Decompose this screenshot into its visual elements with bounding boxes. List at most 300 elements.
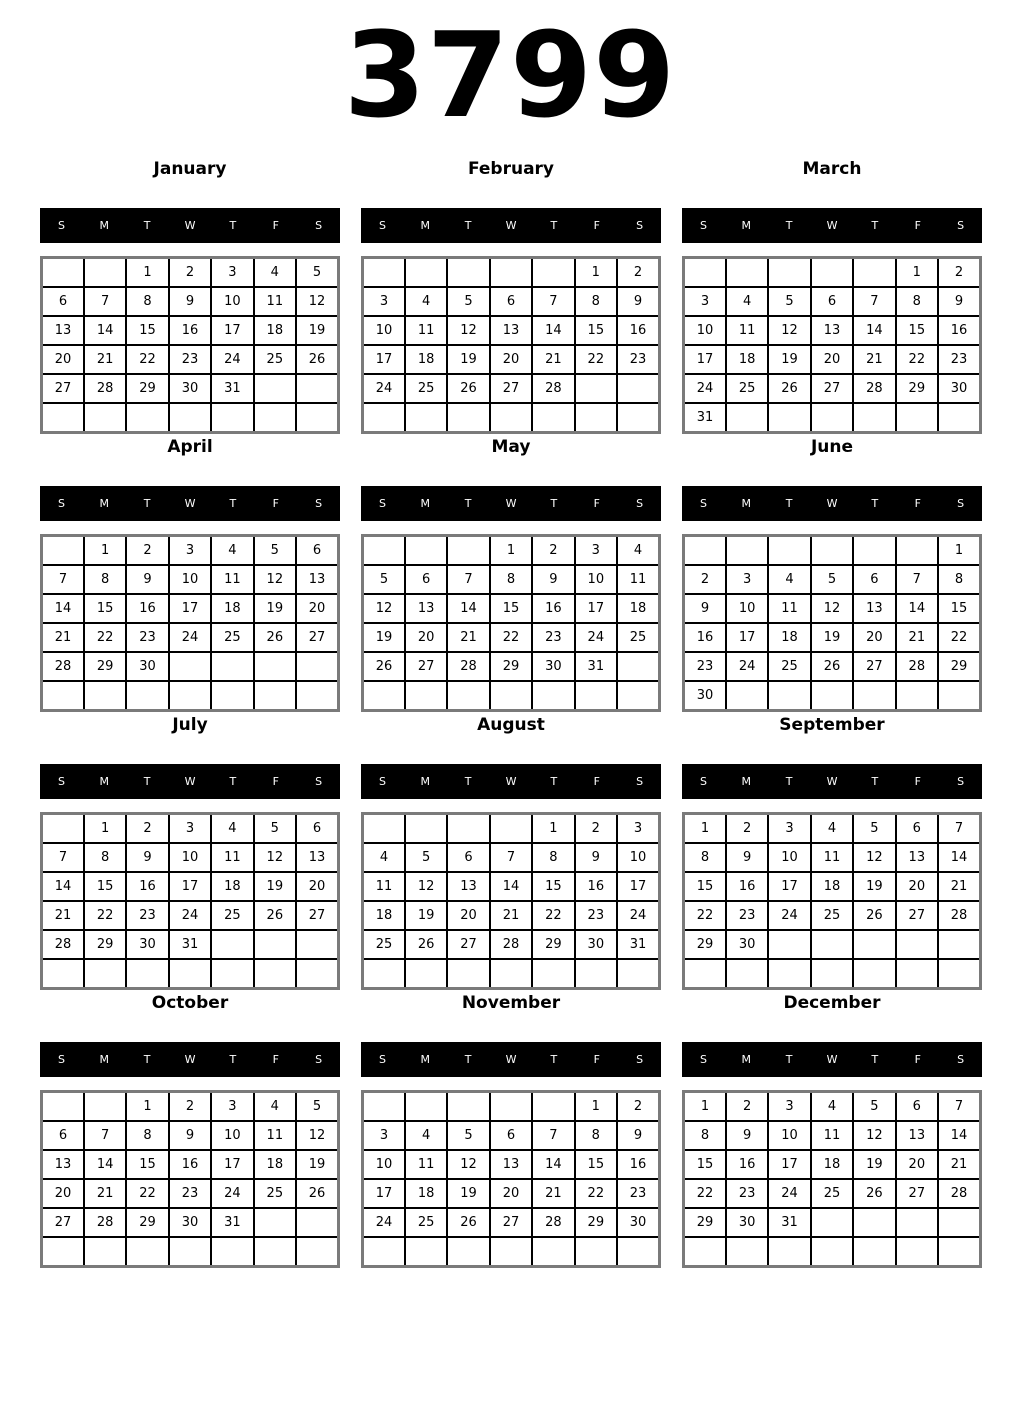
date-cell xyxy=(363,681,405,711)
month-title: August xyxy=(477,715,545,735)
date-cell: 2 xyxy=(938,258,980,288)
month-block xyxy=(40,434,340,712)
date-cell xyxy=(42,814,84,844)
week-row xyxy=(42,1208,339,1237)
week-row xyxy=(684,345,981,374)
date-cell xyxy=(768,1237,810,1267)
day-of-week-label: S xyxy=(315,775,323,788)
month-block xyxy=(361,156,661,434)
date-cell xyxy=(532,1092,574,1122)
day-of-week-label: M xyxy=(741,219,752,232)
week-row xyxy=(42,652,339,681)
date-cell: 17 xyxy=(768,872,810,901)
date-cell: 13 xyxy=(405,594,447,623)
day-of-week-label: W xyxy=(184,497,196,510)
date-cell xyxy=(938,1237,980,1267)
date-cell: 13 xyxy=(296,565,338,594)
date-cell xyxy=(811,403,853,433)
week-row xyxy=(684,959,981,989)
date-cell: 26 xyxy=(363,652,405,681)
week-row xyxy=(684,374,981,403)
dates-table xyxy=(361,534,661,712)
date-cell xyxy=(296,1237,338,1267)
date-cell: 23 xyxy=(169,345,211,374)
day-of-week-label: T xyxy=(464,1053,472,1066)
dates-table xyxy=(361,256,661,434)
date-cell xyxy=(768,681,810,711)
day-of-week-label: S xyxy=(315,497,323,510)
day-of-week-label: T xyxy=(229,775,237,788)
date-cell: 31 xyxy=(684,403,726,433)
day-of-week-label: M xyxy=(420,775,431,788)
date-cell: 15 xyxy=(938,594,980,623)
week-row xyxy=(363,814,660,844)
date-cell: 21 xyxy=(84,345,126,374)
date-cell: 18 xyxy=(363,901,405,930)
date-cell xyxy=(617,959,659,989)
day-of-week-label: S xyxy=(699,219,707,232)
date-cell: 4 xyxy=(726,287,768,316)
date-cell: 11 xyxy=(617,565,659,594)
date-cell: 11 xyxy=(811,1121,853,1150)
date-cell: 12 xyxy=(363,594,405,623)
date-cell xyxy=(490,403,532,433)
date-cell: 19 xyxy=(447,1179,489,1208)
date-cell: 1 xyxy=(938,536,980,566)
week-row xyxy=(42,930,339,959)
date-cell: 2 xyxy=(126,814,168,844)
date-cell xyxy=(617,374,659,403)
date-cell: 26 xyxy=(296,345,338,374)
date-cell: 3 xyxy=(363,287,405,316)
day-of-week-label: T xyxy=(871,1053,879,1066)
dates-table xyxy=(40,1090,340,1268)
day-of-week-label: T xyxy=(550,775,558,788)
date-cell: 29 xyxy=(84,930,126,959)
day-of-week-header-bar xyxy=(682,208,982,243)
date-cell: 15 xyxy=(490,594,532,623)
date-cell: 3 xyxy=(768,1092,810,1122)
date-cell: 30 xyxy=(726,930,768,959)
date-cell: 17 xyxy=(684,345,726,374)
date-cell: 1 xyxy=(126,258,168,288)
date-cell: 25 xyxy=(254,345,296,374)
date-cell: 17 xyxy=(726,623,768,652)
date-cell: 22 xyxy=(938,623,980,652)
day-of-week-label: T xyxy=(143,219,151,232)
week-row xyxy=(684,403,981,433)
date-cell: 7 xyxy=(938,1092,980,1122)
date-cell: 29 xyxy=(490,652,532,681)
month-title: January xyxy=(153,159,227,179)
date-cell: 25 xyxy=(811,901,853,930)
date-cell xyxy=(405,1092,447,1122)
date-cell: 5 xyxy=(296,258,338,288)
date-cell: 9 xyxy=(532,565,574,594)
day-of-week-label: W xyxy=(826,775,838,788)
day-of-week-label: T xyxy=(143,1053,151,1066)
day-of-week-label: T xyxy=(464,775,472,788)
week-row xyxy=(363,258,660,288)
date-cell: 7 xyxy=(490,843,532,872)
date-cell xyxy=(296,403,338,433)
date-cell xyxy=(447,814,489,844)
date-cell xyxy=(169,652,211,681)
date-cell xyxy=(490,814,532,844)
day-of-week-label: W xyxy=(826,1053,838,1066)
date-cell: 22 xyxy=(490,623,532,652)
day-of-week-label: S xyxy=(315,1053,323,1066)
dates-table xyxy=(361,812,661,990)
date-cell xyxy=(726,959,768,989)
date-cell: 27 xyxy=(853,652,895,681)
date-cell xyxy=(363,258,405,288)
date-cell: 23 xyxy=(726,901,768,930)
date-cell xyxy=(490,258,532,288)
date-cell: 28 xyxy=(447,652,489,681)
date-cell xyxy=(211,930,253,959)
date-cell: 26 xyxy=(296,1179,338,1208)
week-row xyxy=(42,345,339,374)
date-cell: 18 xyxy=(768,623,810,652)
date-cell: 6 xyxy=(490,1121,532,1150)
date-cell: 4 xyxy=(811,814,853,844)
date-cell: 14 xyxy=(938,1121,980,1150)
day-of-week-label: T xyxy=(229,1053,237,1066)
date-cell: 14 xyxy=(84,316,126,345)
date-cell: 3 xyxy=(169,536,211,566)
date-cell: 8 xyxy=(84,843,126,872)
date-cell: 1 xyxy=(684,1092,726,1122)
day-of-week-label: T xyxy=(785,497,793,510)
day-of-week-label: F xyxy=(272,775,279,788)
date-cell: 10 xyxy=(363,316,405,345)
date-cell xyxy=(853,681,895,711)
week-row xyxy=(42,403,339,433)
day-of-week-header-bar xyxy=(361,486,661,521)
date-cell xyxy=(405,403,447,433)
day-of-week-label: S xyxy=(957,219,965,232)
date-cell: 7 xyxy=(447,565,489,594)
week-row xyxy=(363,1121,660,1150)
date-cell: 31 xyxy=(211,374,253,403)
date-cell xyxy=(896,959,938,989)
day-of-week-header-bar xyxy=(40,208,340,243)
date-cell: 10 xyxy=(211,1121,253,1150)
day-of-week-label: S xyxy=(636,497,644,510)
week-row xyxy=(42,959,339,989)
date-cell xyxy=(296,681,338,711)
date-cell: 4 xyxy=(211,814,253,844)
date-cell: 11 xyxy=(254,287,296,316)
date-cell: 24 xyxy=(211,1179,253,1208)
date-cell xyxy=(938,403,980,433)
date-cell: 28 xyxy=(42,652,84,681)
date-cell: 4 xyxy=(211,536,253,566)
week-row xyxy=(684,316,981,345)
date-cell: 24 xyxy=(169,901,211,930)
date-cell: 1 xyxy=(684,814,726,844)
date-cell: 23 xyxy=(126,623,168,652)
dates-table xyxy=(682,256,982,434)
date-cell: 6 xyxy=(853,565,895,594)
date-cell: 16 xyxy=(938,316,980,345)
date-cell: 9 xyxy=(126,565,168,594)
date-cell: 28 xyxy=(532,374,574,403)
day-of-week-label: W xyxy=(505,219,517,232)
date-cell: 26 xyxy=(853,901,895,930)
date-cell: 5 xyxy=(254,536,296,566)
date-cell: 29 xyxy=(575,1208,617,1237)
date-cell: 20 xyxy=(896,872,938,901)
date-cell: 15 xyxy=(684,872,726,901)
date-cell: 23 xyxy=(126,901,168,930)
dates-table xyxy=(40,256,340,434)
date-cell: 23 xyxy=(617,345,659,374)
date-cell xyxy=(575,681,617,711)
date-cell: 26 xyxy=(254,901,296,930)
date-cell: 20 xyxy=(447,901,489,930)
date-cell: 5 xyxy=(447,1121,489,1150)
date-cell: 22 xyxy=(126,1179,168,1208)
day-of-week-label: M xyxy=(99,497,110,510)
date-cell: 30 xyxy=(169,1208,211,1237)
date-cell xyxy=(126,403,168,433)
day-of-week-label: F xyxy=(914,219,921,232)
date-cell: 10 xyxy=(211,287,253,316)
date-cell: 27 xyxy=(42,1208,84,1237)
week-row xyxy=(363,316,660,345)
date-cell: 25 xyxy=(405,1208,447,1237)
date-cell xyxy=(363,1092,405,1122)
date-cell: 13 xyxy=(447,872,489,901)
date-cell: 21 xyxy=(447,623,489,652)
date-cell: 13 xyxy=(42,1150,84,1179)
date-cell: 14 xyxy=(853,316,895,345)
date-cell xyxy=(726,258,768,288)
day-of-week-label: S xyxy=(57,775,65,788)
date-cell: 3 xyxy=(726,565,768,594)
date-cell xyxy=(254,374,296,403)
date-cell: 24 xyxy=(617,901,659,930)
day-of-week-label: F xyxy=(272,1053,279,1066)
date-cell: 10 xyxy=(726,594,768,623)
week-row xyxy=(42,1179,339,1208)
date-cell xyxy=(254,930,296,959)
week-row xyxy=(42,872,339,901)
date-cell: 24 xyxy=(363,1208,405,1237)
date-cell: 9 xyxy=(575,843,617,872)
date-cell: 26 xyxy=(853,1179,895,1208)
day-of-week-label: S xyxy=(699,497,707,510)
date-cell: 30 xyxy=(617,1208,659,1237)
date-cell: 29 xyxy=(896,374,938,403)
date-cell xyxy=(617,681,659,711)
date-cell: 17 xyxy=(363,1179,405,1208)
date-cell: 12 xyxy=(296,287,338,316)
week-row xyxy=(684,681,981,711)
date-cell: 11 xyxy=(211,843,253,872)
date-cell: 3 xyxy=(363,1121,405,1150)
week-row xyxy=(42,814,339,844)
date-cell: 15 xyxy=(126,1150,168,1179)
date-cell xyxy=(575,403,617,433)
week-row xyxy=(42,316,339,345)
day-of-week-label: S xyxy=(699,775,707,788)
date-cell: 25 xyxy=(811,1179,853,1208)
date-cell: 30 xyxy=(938,374,980,403)
date-cell: 2 xyxy=(126,536,168,566)
date-cell xyxy=(447,403,489,433)
date-cell: 3 xyxy=(169,814,211,844)
date-cell: 15 xyxy=(532,872,574,901)
date-cell: 9 xyxy=(726,843,768,872)
month-title: February xyxy=(467,159,555,179)
date-cell xyxy=(575,959,617,989)
date-cell: 8 xyxy=(896,287,938,316)
date-cell: 13 xyxy=(811,316,853,345)
date-cell: 12 xyxy=(447,316,489,345)
date-cell: 1 xyxy=(575,258,617,288)
date-cell: 25 xyxy=(405,374,447,403)
date-cell xyxy=(211,403,253,433)
date-cell xyxy=(684,1237,726,1267)
date-cell: 8 xyxy=(575,287,617,316)
date-cell: 22 xyxy=(684,901,726,930)
date-cell: 22 xyxy=(84,623,126,652)
date-cell: 6 xyxy=(490,287,532,316)
date-cell xyxy=(42,681,84,711)
date-cell: 17 xyxy=(169,872,211,901)
date-cell xyxy=(84,959,126,989)
day-of-week-label: T xyxy=(871,775,879,788)
day-of-week-label: W xyxy=(505,1053,517,1066)
date-cell xyxy=(726,1237,768,1267)
day-of-week-label: M xyxy=(99,219,110,232)
date-cell: 29 xyxy=(84,652,126,681)
date-cell xyxy=(853,258,895,288)
month-title: June xyxy=(810,437,854,457)
week-row xyxy=(42,287,339,316)
week-row xyxy=(684,1150,981,1179)
date-cell: 5 xyxy=(811,565,853,594)
date-cell xyxy=(811,536,853,566)
date-cell: 16 xyxy=(726,872,768,901)
date-cell: 4 xyxy=(768,565,810,594)
date-cell xyxy=(363,959,405,989)
day-of-week-label: S xyxy=(378,219,386,232)
day-of-week-label: T xyxy=(871,497,879,510)
date-cell: 19 xyxy=(363,623,405,652)
date-cell: 27 xyxy=(490,1208,532,1237)
date-cell: 13 xyxy=(896,1121,938,1150)
date-cell: 18 xyxy=(617,594,659,623)
date-cell: 14 xyxy=(896,594,938,623)
week-row xyxy=(684,930,981,959)
date-cell: 24 xyxy=(726,652,768,681)
date-cell: 18 xyxy=(405,1179,447,1208)
date-cell: 22 xyxy=(532,901,574,930)
date-cell: 9 xyxy=(126,843,168,872)
day-of-week-label: W xyxy=(184,219,196,232)
month-title: December xyxy=(783,993,881,1013)
date-cell: 18 xyxy=(211,872,253,901)
date-cell xyxy=(726,681,768,711)
date-cell: 18 xyxy=(211,594,253,623)
week-row xyxy=(684,565,981,594)
date-cell xyxy=(363,536,405,566)
date-cell: 24 xyxy=(768,901,810,930)
date-cell: 23 xyxy=(575,901,617,930)
date-cell: 16 xyxy=(126,872,168,901)
week-row xyxy=(363,1092,660,1122)
date-cell xyxy=(405,1237,447,1267)
date-cell: 26 xyxy=(768,374,810,403)
date-cell: 23 xyxy=(169,1179,211,1208)
date-cell: 6 xyxy=(296,536,338,566)
week-row xyxy=(363,1150,660,1179)
date-cell xyxy=(768,959,810,989)
date-cell: 8 xyxy=(684,1121,726,1150)
month-title: July xyxy=(172,715,208,735)
week-row xyxy=(684,594,981,623)
date-cell xyxy=(811,1208,853,1237)
date-cell xyxy=(896,681,938,711)
date-cell: 15 xyxy=(575,1150,617,1179)
date-cell: 20 xyxy=(811,345,853,374)
date-cell: 1 xyxy=(84,536,126,566)
month-block xyxy=(682,990,982,1268)
date-cell xyxy=(490,681,532,711)
date-cell: 23 xyxy=(532,623,574,652)
date-cell: 30 xyxy=(684,681,726,711)
date-cell xyxy=(617,1237,659,1267)
month-title: March xyxy=(802,159,862,179)
day-of-week-label: T xyxy=(550,1053,558,1066)
date-cell: 9 xyxy=(617,1121,659,1150)
date-cell: 19 xyxy=(296,316,338,345)
date-cell: 10 xyxy=(575,565,617,594)
day-of-week-header-bar xyxy=(40,486,340,521)
day-of-week-label: T xyxy=(785,775,793,788)
date-cell: 4 xyxy=(811,1092,853,1122)
week-row xyxy=(363,1208,660,1237)
date-cell xyxy=(811,930,853,959)
date-cell xyxy=(169,1237,211,1267)
day-of-week-header-bar xyxy=(361,1042,661,1077)
date-cell: 10 xyxy=(363,1150,405,1179)
week-row xyxy=(363,565,660,594)
date-cell: 29 xyxy=(938,652,980,681)
month-block xyxy=(40,156,340,434)
date-cell xyxy=(896,403,938,433)
date-cell: 1 xyxy=(126,1092,168,1122)
day-of-week-label: T xyxy=(785,1053,793,1066)
date-cell: 19 xyxy=(296,1150,338,1179)
date-cell xyxy=(447,536,489,566)
date-cell: 29 xyxy=(684,930,726,959)
date-cell: 29 xyxy=(126,1208,168,1237)
date-cell: 1 xyxy=(896,258,938,288)
date-cell: 6 xyxy=(42,287,84,316)
day-of-week-label: M xyxy=(741,497,752,510)
date-cell xyxy=(211,652,253,681)
date-cell: 17 xyxy=(575,594,617,623)
week-row xyxy=(363,287,660,316)
date-cell xyxy=(126,681,168,711)
date-cell: 5 xyxy=(853,1092,895,1122)
date-cell: 30 xyxy=(169,374,211,403)
